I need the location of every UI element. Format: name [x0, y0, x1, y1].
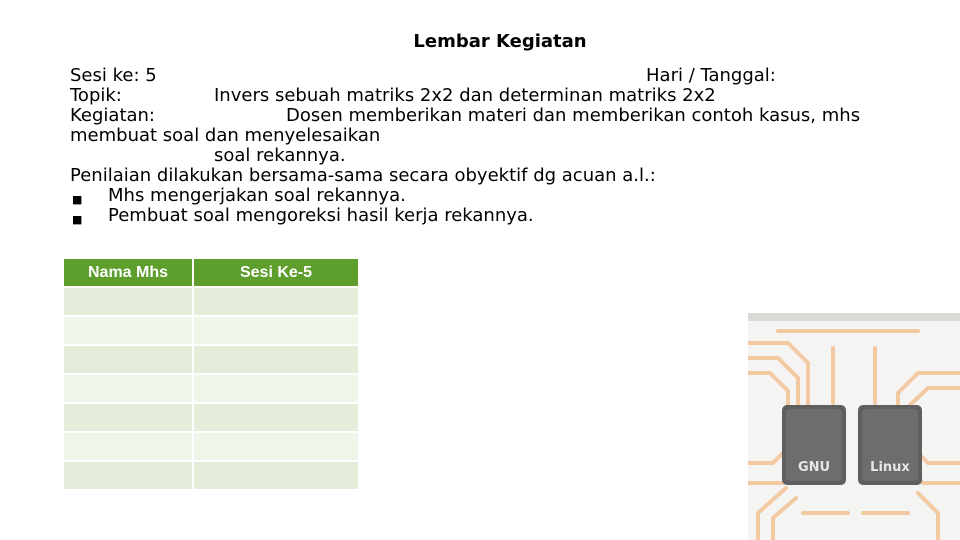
table-cell — [194, 462, 358, 489]
column-header-session: Sesi Ke-5 — [194, 259, 358, 286]
table-cell — [194, 433, 358, 460]
table-cell — [64, 317, 192, 344]
attendance-table — [62, 257, 360, 491]
table-cell — [194, 288, 358, 315]
table-cell — [194, 375, 358, 402]
bullet-item: Pembuat soal mengoreksi hasil kerja rekannya. — [108, 205, 534, 226]
table-row — [64, 346, 358, 373]
table-cell — [64, 404, 192, 431]
table-row — [64, 433, 358, 460]
page-title: Lembar Kegiatan — [413, 31, 587, 52]
chip-label-gnu: GNU — [797, 460, 831, 475]
activity-value: Dosen memberikan materi dan memberikan contoh kasus, mhs — [286, 105, 861, 126]
table-row — [64, 317, 358, 344]
table-cell — [64, 375, 192, 402]
table-row — [64, 462, 358, 489]
table-cell — [194, 404, 358, 431]
column-header-name: Nama Mhs — [64, 259, 192, 286]
topic-label: Topik: — [70, 85, 122, 106]
table-cell — [64, 346, 192, 373]
bullet-item: Mhs mengerjakan soal rekannya. — [108, 185, 406, 206]
session-line: Sesi ke: 5 — [70, 65, 157, 86]
table-row — [64, 375, 358, 402]
table-row — [64, 404, 358, 431]
table-cell — [194, 346, 358, 373]
topic-value: Invers sebuah matriks 2x2 dan determinan matriks 2x2 — [214, 85, 716, 106]
activity-continuation: soal rekannya. — [214, 145, 346, 166]
date-label: Hari / Tanggal: — [646, 65, 776, 86]
square-bullet-icon: ■ — [72, 213, 83, 226]
square-bullet-icon: ■ — [72, 193, 83, 206]
circuit-board-illustration — [748, 313, 960, 540]
table-cell — [64, 462, 192, 489]
chip-label-linux: Linux — [870, 460, 910, 475]
assessment-line: Penilaian dilakukan bersama-sama secara obyektif dg acuan a.l.: — [70, 165, 656, 186]
table-cell — [194, 317, 358, 344]
table-row — [64, 288, 358, 315]
activity-continuation: membuat soal dan menyelesaikan — [70, 125, 381, 146]
table-cell — [64, 433, 192, 460]
activity-label: Kegiatan: — [70, 105, 155, 126]
table-cell — [64, 288, 192, 315]
